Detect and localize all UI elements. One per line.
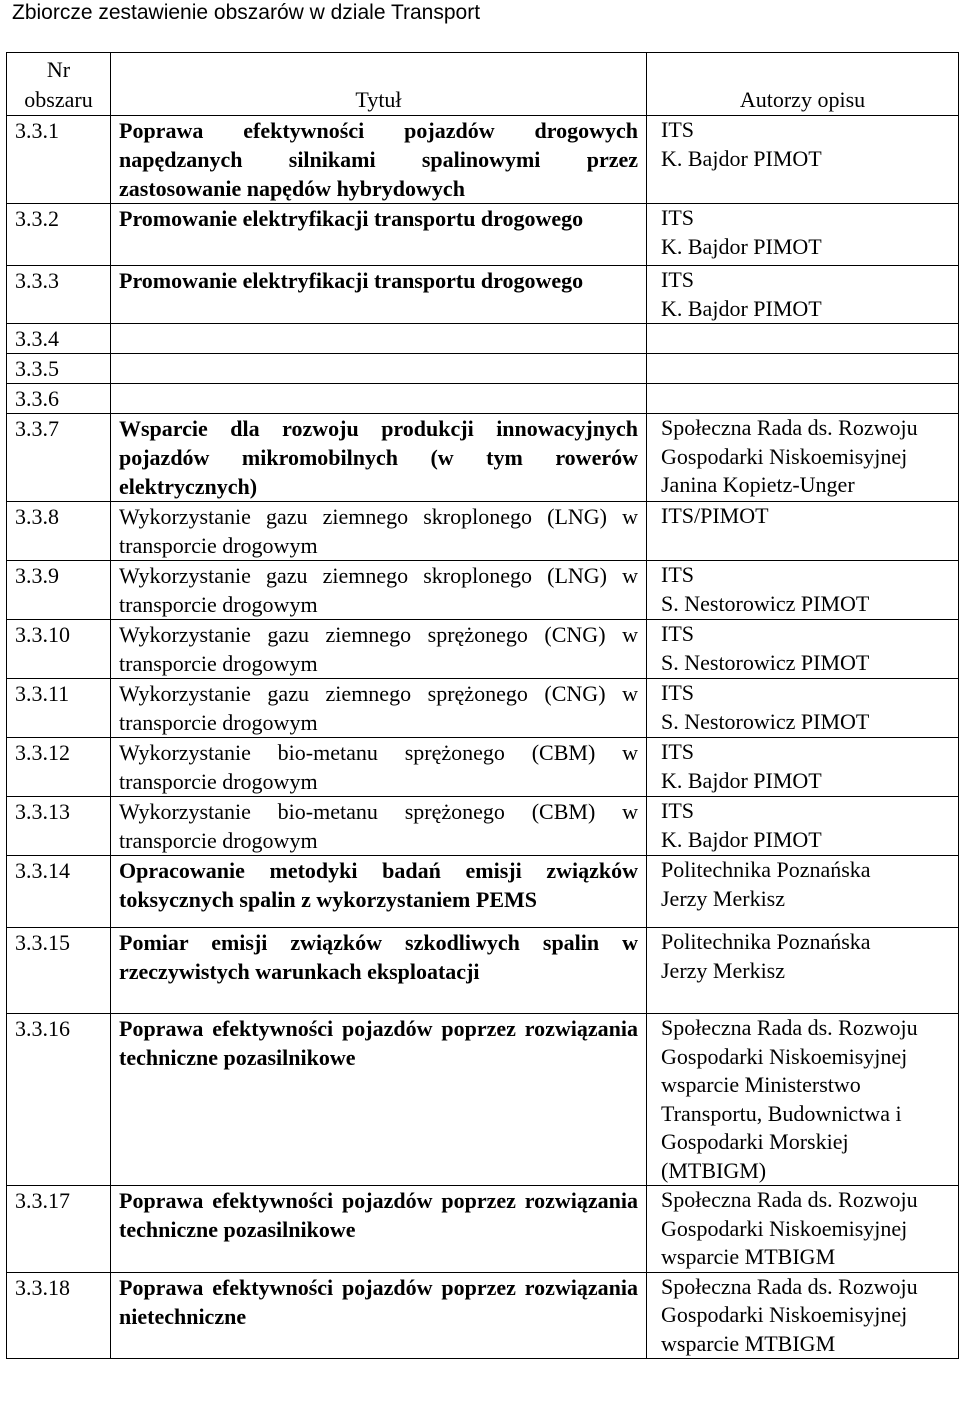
area-number: 3.3.12 (7, 738, 111, 797)
author-line: Politechnika Poznańska (661, 857, 871, 882)
area-number: 3.3.4 (7, 324, 111, 354)
author-line: Gospodarki Niskoemisyjnej (661, 1043, 908, 1069)
author-line: (MTBIGM) (661, 1157, 767, 1183)
area-number: 3.3.5 (7, 354, 111, 384)
table-row (7, 354, 959, 384)
author-line: ITS (661, 621, 694, 646)
area-number: 3.3.6 (7, 384, 111, 414)
area-authors (647, 354, 959, 384)
area-title: Poprawa efektywności pojazdów poprzez rozwiązania techniczne pozasilnikowe (111, 1186, 647, 1273)
area-title: Promowanie elektryfikacji transportu drogowego (111, 204, 647, 266)
area-authors (647, 561, 959, 620)
author-line: K. Bajdor PIMOT (661, 826, 822, 852)
author-line: K. Bajdor PIMOT (661, 767, 822, 793)
table-row (7, 679, 959, 738)
area-title: Wykorzystanie gazu ziemnego skroplonego (LNG) w transporcie drogowym (111, 502, 647, 561)
area-title (111, 384, 647, 414)
table-row (7, 1014, 959, 1186)
table-header-row (7, 53, 959, 116)
area-number: 3.3.9 (7, 561, 111, 620)
area-title: Wykorzystanie gazu ziemnego skroplonego (LNG) w transporcie drogowym (111, 561, 647, 620)
area-number: 3.3.11 (7, 679, 111, 738)
table-row (7, 414, 959, 502)
table-row (7, 116, 959, 204)
author-line: S. Nestorowicz PIMOT (661, 649, 870, 675)
author-line: Jerzy Merkisz (661, 957, 786, 983)
area-authors (647, 679, 959, 738)
area-number: 3.3.7 (7, 414, 111, 502)
area-title: Pomiar emisji związków szkodliwych spalin w rzeczywistych warunkach eksploatacji (111, 928, 647, 1014)
author-line: K. Bajdor PIMOT (661, 233, 822, 259)
area-authors (647, 502, 959, 561)
author-line: Jerzy Merkisz (661, 885, 786, 911)
author-line: ITS/PIMOT (661, 503, 769, 528)
area-authors (647, 856, 959, 928)
author-line: K. Bajdor PIMOT (661, 295, 822, 321)
area-title: Wykorzystanie bio-metanu sprężonego (CBM) w transporcie drogowym (111, 738, 647, 797)
author-line: Gospodarki Niskoemisyjnej (661, 1215, 908, 1241)
area-number: 3.3.18 (7, 1272, 111, 1359)
area-authors (647, 797, 959, 856)
area-title: Poprawa efektywności pojazdów poprzez rozwiązania techniczne pozasilnikowe (111, 1014, 647, 1186)
area-authors (647, 324, 959, 354)
author-line: wsparcie Ministerstwo (661, 1072, 861, 1097)
table-row (7, 266, 959, 324)
author-line: Gospodarki Niskoemisyjnej (661, 1302, 908, 1327)
area-authors (647, 266, 959, 324)
area-title: Poprawa efektywności pojazdów drogowych napędzanych silnikami spalinowymi przez zastosowanie napędów hybrydowych (111, 116, 647, 204)
author-line: ITS (661, 680, 694, 705)
area-number: 3.3.13 (7, 797, 111, 856)
area-number: 3.3.8 (7, 502, 111, 561)
author-line: K. Bajdor PIMOT (661, 145, 822, 171)
table-row (7, 797, 959, 856)
area-number: 3.3.1 (7, 116, 111, 204)
area-number: 3.3.14 (7, 856, 111, 928)
area-number: 3.3.15 (7, 928, 111, 1014)
author-line: wsparcie MTBIGM (661, 1244, 836, 1269)
area-title: Wsparcie dla rozwoju produkcji innowacyjnych pojazdów mikromobilnych (w tym rowerów elektrycznych) (111, 414, 647, 502)
area-authors (647, 204, 959, 266)
header-nr-line2: obszaru (24, 87, 93, 112)
table-row (7, 1186, 959, 1273)
table-row (7, 1272, 959, 1359)
author-line: Gospodarki Morskiej (661, 1129, 849, 1154)
author-line: Transportu, Budownictwa i (661, 1100, 902, 1126)
table-row (7, 856, 959, 928)
table-row (7, 502, 959, 561)
areas-table (6, 52, 959, 1359)
author-line: Politechnika Poznańska (661, 929, 871, 954)
author-line: ITS (661, 205, 694, 230)
table-row (7, 738, 959, 797)
header-title: Tytuł (111, 53, 647, 116)
author-line: wsparcie MTBIGM (661, 1330, 836, 1356)
author-line: Społeczna Rada ds. Rozwoju (661, 415, 918, 440)
author-line: Gospodarki Niskoemisyjnej (661, 443, 908, 469)
header-nr-line1: Nr (46, 57, 71, 82)
author-line: Społeczna Rada ds. Rozwoju (661, 1273, 918, 1299)
area-authors (647, 1272, 959, 1359)
area-authors (647, 1014, 959, 1186)
table-row (7, 204, 959, 266)
table-row (7, 928, 959, 1014)
area-title: Wykorzystanie gazu ziemnego sprężonego (CNG) w transporcie drogowym (111, 679, 647, 738)
table-row (7, 384, 959, 414)
area-number: 3.3.10 (7, 620, 111, 679)
area-number: 3.3.17 (7, 1186, 111, 1273)
area-title: Promowanie elektryfikacji transportu drogowego (111, 266, 647, 324)
area-number: 3.3.3 (7, 266, 111, 324)
table-row (7, 324, 959, 354)
table-body (7, 116, 959, 1359)
area-title: Wykorzystanie bio-metanu sprężonego (CBM) w transporcie drogowym (111, 797, 647, 856)
area-authors (647, 414, 959, 502)
author-line: Społeczna Rada ds. Rozwoju (661, 1187, 918, 1212)
author-line: ITS (661, 798, 694, 823)
area-authors (647, 1186, 959, 1273)
page-title: Zbiorcze zestawienie obszarów w dziale Transport (12, 1, 481, 24)
area-number: 3.3.2 (7, 204, 111, 266)
header-area-number (7, 53, 111, 116)
area-title (111, 354, 647, 384)
area-authors (647, 928, 959, 1014)
author-line: ITS (661, 739, 694, 764)
author-line: S. Nestorowicz PIMOT (661, 708, 870, 734)
author-line: ITS (661, 267, 694, 292)
author-line: Janina Kopietz-Unger (661, 472, 855, 497)
header-authors: Autorzy opisu (647, 53, 959, 116)
author-line: Społeczna Rada ds. Rozwoju (661, 1015, 918, 1040)
area-authors (647, 116, 959, 204)
area-number: 3.3.16 (7, 1014, 111, 1186)
table-row (7, 620, 959, 679)
area-title: Opracowanie metodyki badań emisji związków toksycznych spalin z wykorzystaniem PEMS (111, 856, 647, 928)
author-line: ITS (661, 562, 694, 587)
area-title: Wykorzystanie gazu ziemnego sprężonego (CNG) w transporcie drogowym (111, 620, 647, 679)
area-title (111, 324, 647, 354)
author-line: ITS (661, 117, 694, 142)
area-authors (647, 384, 959, 414)
area-title: Poprawa efektywności pojazdów poprzez rozwiązania nietechniczne (111, 1272, 647, 1359)
area-authors (647, 738, 959, 797)
table-row (7, 561, 959, 620)
author-line: S. Nestorowicz PIMOT (661, 590, 870, 616)
area-authors (647, 620, 959, 679)
